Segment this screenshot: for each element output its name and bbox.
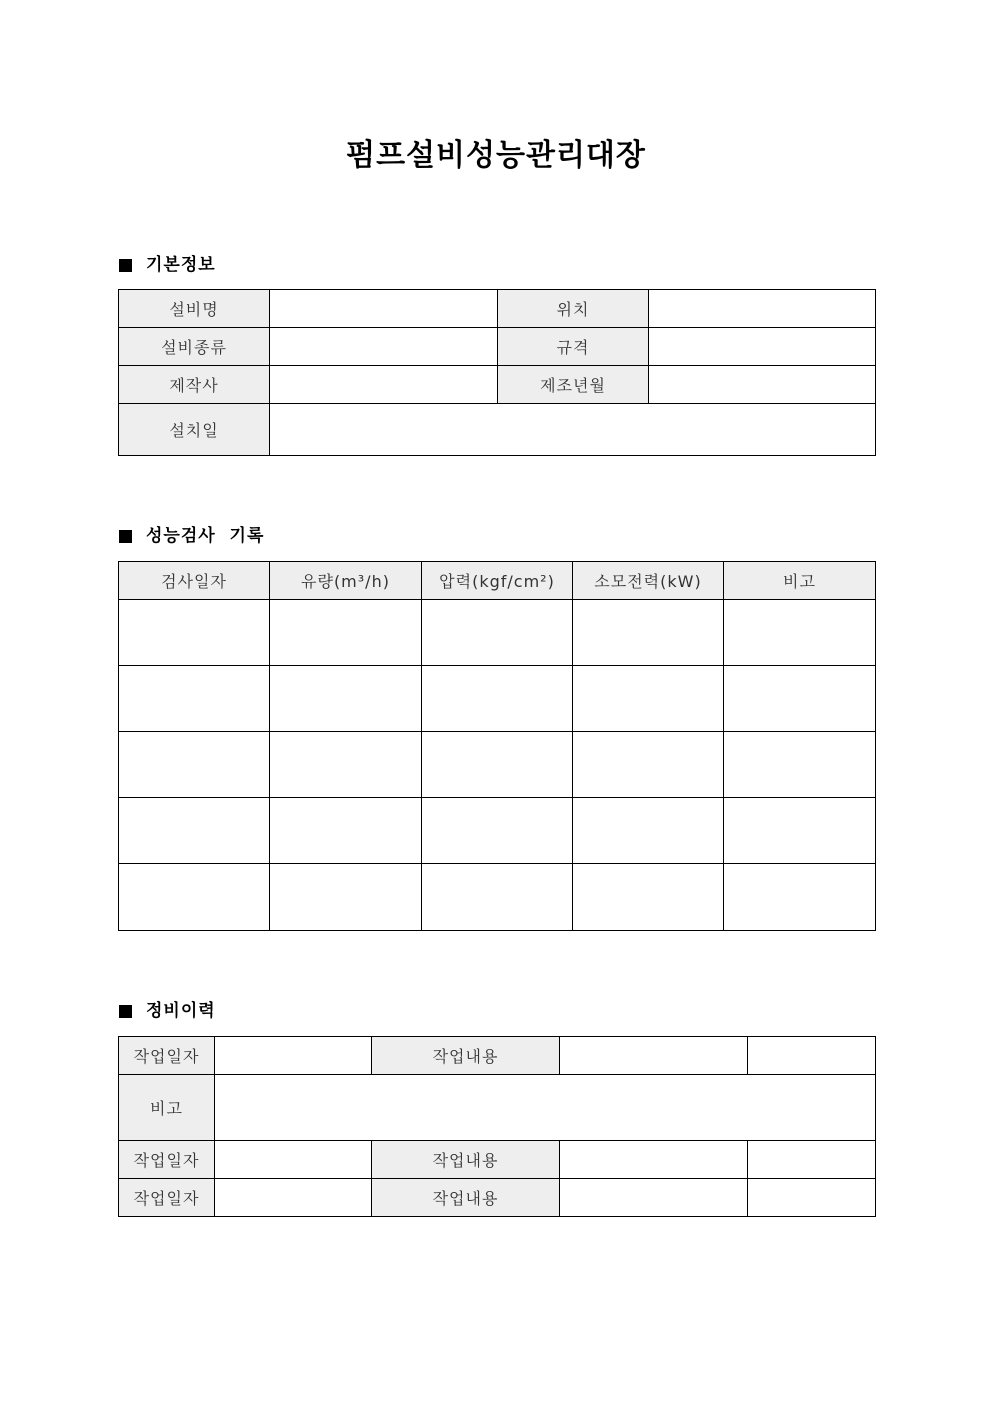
inspection-date-cell[interactable] xyxy=(119,864,270,931)
maintenance-remarks-row xyxy=(119,1075,876,1141)
remarks-cell[interactable] xyxy=(724,732,876,798)
work-extra-field[interactable] xyxy=(748,1179,876,1217)
work-extra-field[interactable] xyxy=(748,1037,876,1075)
work-date-field[interactable] xyxy=(215,1037,372,1075)
work-date-label: 작업일자 xyxy=(119,1141,215,1179)
remarks-label: 비고 xyxy=(119,1075,215,1141)
equipment-type-field[interactable] xyxy=(270,328,498,366)
basic-info-row xyxy=(119,290,876,328)
maintenance-table xyxy=(118,1036,876,1217)
power-cell[interactable] xyxy=(573,666,724,732)
work-content-label: 작업내용 xyxy=(372,1179,560,1217)
remarks-cell[interactable] xyxy=(724,600,876,666)
work-date-label: 작업일자 xyxy=(119,1037,215,1075)
table-row xyxy=(119,732,876,798)
remarks-field[interactable] xyxy=(215,1075,876,1141)
work-date-field[interactable] xyxy=(215,1141,372,1179)
section-heading-maintenance xyxy=(119,1000,216,1022)
power-cell[interactable] xyxy=(573,864,724,931)
manufacturer-field[interactable] xyxy=(270,366,498,404)
section-heading-label: 기본정보 xyxy=(146,255,216,275)
power-cell[interactable] xyxy=(573,798,724,864)
maintenance-row xyxy=(119,1179,876,1217)
manufacture-date-field[interactable] xyxy=(649,366,876,404)
work-date-field[interactable] xyxy=(215,1179,372,1217)
section-heading-label: 정비이력 xyxy=(146,1001,216,1021)
basic-info-table xyxy=(118,289,876,456)
specification-field[interactable] xyxy=(649,328,876,366)
table-row xyxy=(119,666,876,732)
install-date-field[interactable] xyxy=(270,404,876,456)
location-field[interactable] xyxy=(649,290,876,328)
basic-info-row xyxy=(119,328,876,366)
section-heading-performance xyxy=(119,525,264,547)
flow-rate-cell[interactable] xyxy=(270,666,422,732)
column-header-pressure: 압력(kgf/cm²) xyxy=(422,562,573,600)
performance-table xyxy=(118,561,876,931)
maintenance-row xyxy=(119,1141,876,1179)
maintenance-row xyxy=(119,1037,876,1075)
equipment-type-label: 설비종류 xyxy=(119,328,270,366)
performance-header-row xyxy=(119,562,876,600)
square-bullet-icon xyxy=(119,1005,132,1018)
pressure-cell[interactable] xyxy=(422,732,573,798)
work-date-label: 작업일자 xyxy=(119,1179,215,1217)
flow-rate-cell[interactable] xyxy=(270,864,422,931)
work-content-field[interactable] xyxy=(560,1141,748,1179)
flow-rate-cell[interactable] xyxy=(270,600,422,666)
work-extra-field[interactable] xyxy=(748,1141,876,1179)
manufacture-date-label: 제조년월 xyxy=(498,366,649,404)
equipment-name-label: 설비명 xyxy=(119,290,270,328)
column-header-flow-rate: 유량(m³/h) xyxy=(270,562,422,600)
column-header-inspection-date: 검사일자 xyxy=(119,562,270,600)
remarks-cell[interactable] xyxy=(724,864,876,931)
square-bullet-icon xyxy=(119,530,132,543)
pressure-cell[interactable] xyxy=(422,798,573,864)
inspection-date-cell[interactable] xyxy=(119,798,270,864)
pressure-cell[interactable] xyxy=(422,666,573,732)
column-header-power-consumption: 소모전력(kW) xyxy=(573,562,724,600)
page-title: 펌프설비성능관리대장 xyxy=(346,138,646,173)
manufacturer-label: 제작사 xyxy=(119,366,270,404)
table-row xyxy=(119,798,876,864)
location-label: 위치 xyxy=(498,290,649,328)
remarks-cell[interactable] xyxy=(724,666,876,732)
section-heading-basic-info xyxy=(119,254,216,276)
work-content-label: 작업내용 xyxy=(372,1141,560,1179)
section-heading-label: 성능검사 기록 xyxy=(146,526,265,546)
remarks-cell[interactable] xyxy=(724,798,876,864)
inspection-date-cell[interactable] xyxy=(119,600,270,666)
equipment-name-field[interactable] xyxy=(270,290,498,328)
basic-info-row xyxy=(119,366,876,404)
inspection-date-cell[interactable] xyxy=(119,732,270,798)
square-bullet-icon xyxy=(119,259,132,272)
table-row xyxy=(119,864,876,931)
basic-info-row xyxy=(119,404,876,456)
pressure-cell[interactable] xyxy=(422,864,573,931)
work-content-field[interactable] xyxy=(560,1179,748,1217)
column-header-remarks: 비고 xyxy=(724,562,876,600)
table-row xyxy=(119,600,876,666)
power-cell[interactable] xyxy=(573,600,724,666)
work-content-label: 작업내용 xyxy=(372,1037,560,1075)
specification-label: 규격 xyxy=(498,328,649,366)
work-content-field[interactable] xyxy=(560,1037,748,1075)
pressure-cell[interactable] xyxy=(422,600,573,666)
power-cell[interactable] xyxy=(573,732,724,798)
install-date-label: 설치일 xyxy=(119,404,270,456)
flow-rate-cell[interactable] xyxy=(270,798,422,864)
inspection-date-cell[interactable] xyxy=(119,666,270,732)
flow-rate-cell[interactable] xyxy=(270,732,422,798)
